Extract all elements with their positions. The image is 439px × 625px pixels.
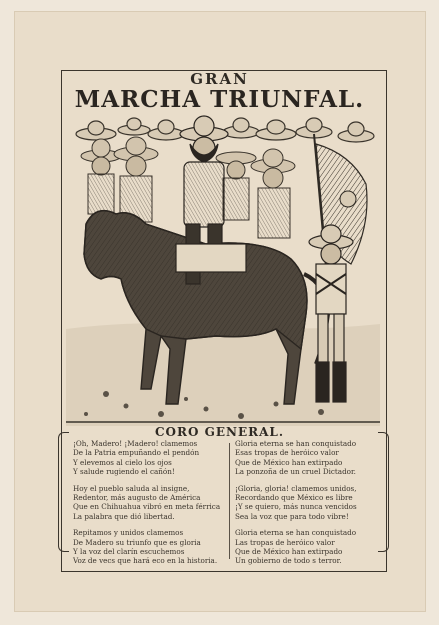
verse-line: Gloria eterna se han conquistado: [235, 439, 357, 448]
stanza: [235, 484, 400, 522]
title-marcha-triunfal: MARCHA TRIUNFAL.: [74, 86, 365, 113]
verse-line: Y la voz del clarín escuchemos: [73, 547, 185, 557]
stanza: [235, 528, 400, 566]
verse-line: Y salude rugiendo el cañón!: [73, 467, 175, 477]
verse-line: Voz de vecs que hará eco en la historia.: [73, 556, 218, 566]
verse-line: ¡Gloria, gloria! clamemos unidos,: [235, 483, 357, 493]
verse-line: Y elevemos al cielo los ojos: [73, 457, 172, 467]
verse-line: Las tropas de heróico valor: [235, 537, 335, 547]
verse-line: La ponzoña de un cruel Dictador.: [235, 467, 356, 477]
stanza: [235, 439, 400, 477]
verse-line: De Madero su triunfo que es gloria: [73, 537, 201, 547]
chorus-heading: CORO GENERAL.: [154, 425, 284, 439]
verse-line: De la Patria empuñando el pendón: [73, 448, 200, 458]
verse-line: Sea la voz que para todo vibre!: [235, 511, 349, 521]
verse-line: Hoy el pueblo saluda al insigne,: [73, 483, 190, 493]
verse-line: Que de México han extirpado: [235, 547, 343, 557]
verse-line: Recordando que México es libre: [235, 493, 353, 503]
verse-line: Que de México han extirpado: [235, 457, 343, 467]
verse-column-right: [235, 439, 400, 573]
verse-line: Un gobierno de todo s terror.: [235, 556, 342, 566]
verse-column-left: [73, 439, 238, 573]
verse-line: ¡Y se quiero, más nunca vencidos: [235, 502, 357, 512]
verse-line: Repitamos y unidos clamemos: [73, 528, 184, 538]
verse-line: Gloria eterna se han conquistado: [235, 528, 357, 538]
verse-line: Redentor, más augusto de América: [73, 493, 201, 503]
verse-line: Esas tropas de heróico valor: [235, 448, 339, 458]
scroll-ornament-left: [58, 432, 69, 552]
engraving-illustration: [66, 114, 380, 426]
stanza: [73, 439, 238, 477]
verse-line: ¡Oh, Madero! ¡Madero! clamemos: [73, 439, 198, 448]
title-gran: GRAN: [190, 70, 249, 88]
verse-line: Que en Chihuahua vibró en meta férrica: [73, 502, 221, 512]
stanza: [73, 528, 238, 566]
verse-line: La palabra que dió libertad.: [73, 511, 175, 521]
stanza: [73, 484, 238, 522]
